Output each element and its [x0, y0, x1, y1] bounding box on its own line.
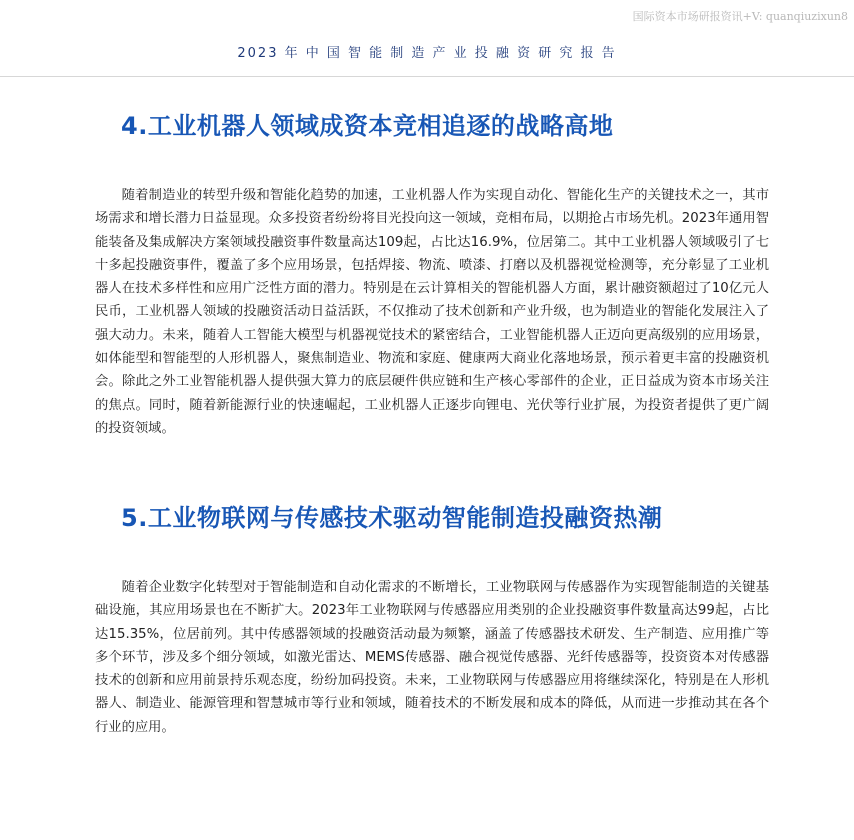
section-5-paragraph: 随着企业数字化转型对于智能制造和自动化需求的不断增长，工业物联网与传感器作为实现智能制造的关键基础设施，其应用场景也在不断扩大。2023年工业物联网与传感器应用类别的企业投融资事件数量高达99起，占比达15.35%，位居前列。其中传感器领域的投融资活动最为频繁，涵盖了传感器技术研发、生产制造、应用推广等多个环节，涉及多个细分领域，如激光雷达、MEMS传感器、融合视觉传感器、光纤传感器等，投资资本对传感器技术的创新和应用前景持乐观态度，纷纷加码投资。未来，工业物联网与传感器应用将继续深化，特别是在人形机器人、制造业、能源管理和智慧城市等行业和领域，随着技术的不断发展和成本的降低，从而进一步推动其在各个行业的应用。	[95, 580, 769, 735]
header-divider	[0, 76, 854, 77]
section-4-paragraph: 随着制造业的转型升级和智能化趋势的加速，工业机器人作为实现自动化、智能化生产的关键技术之一，其市场需求和增长潜力日益显现。众多投资者纷纷将目光投向这一领域，竞相布局，以期抢占市场先机。2023年通用智能装备及集成解决方案领域投融资事件数量高达109起，占比达16.9%，位居第二。其中工业机器人领域吸引了七十多起投融资事件，覆盖了多个应用场景，包括焊接、物流、喷漆、打磨以及机器视觉检测等，充分彰显了工业机器人在技术多样性和应用广泛性方面的潜力。特别是在云计算相关的智能机器人方面，累计融资额超过了10亿元人民币，工业机器人领域的投融资活动日益活跃，不仅推动了技术创新和产业升级，也为制造业的智能化发展注入了强大动力。未来，随着人工智能大模型与机器视觉技术的紧密结合，工业智能机器人正迈向更高级别的应用场景，如体能型和智能型的人形机器人，聚焦制造业、物流和家庭、健康两大商业化落地场景，预示着更丰富的投融资机会。除此之外工业智能机器人提供强大算力的底层硬件供应链和生产核心零部件的企业，正日益成为资本市场关注的焦点。同时，随着新能源行业的快速崛起，工业机器人正逐步向锂电、光伏等行业扩展，为投资者提供了更广阔的投资领域。	[95, 188, 769, 436]
watermark-text: 国际资本市场研报资讯+V: quanqiuzixun8	[632, 10, 848, 23]
report-header-title: 2023 年 中 国 智 能 制 造 产 业 投 融 资 研 究 报 告	[237, 46, 617, 61]
section-5-heading: 5.工业物联网与传感技术驱动智能制造投融资热潮	[121, 504, 663, 532]
section-4-heading: 4.工业机器人领域成资本竞相追逐的战略高地	[121, 112, 614, 140]
